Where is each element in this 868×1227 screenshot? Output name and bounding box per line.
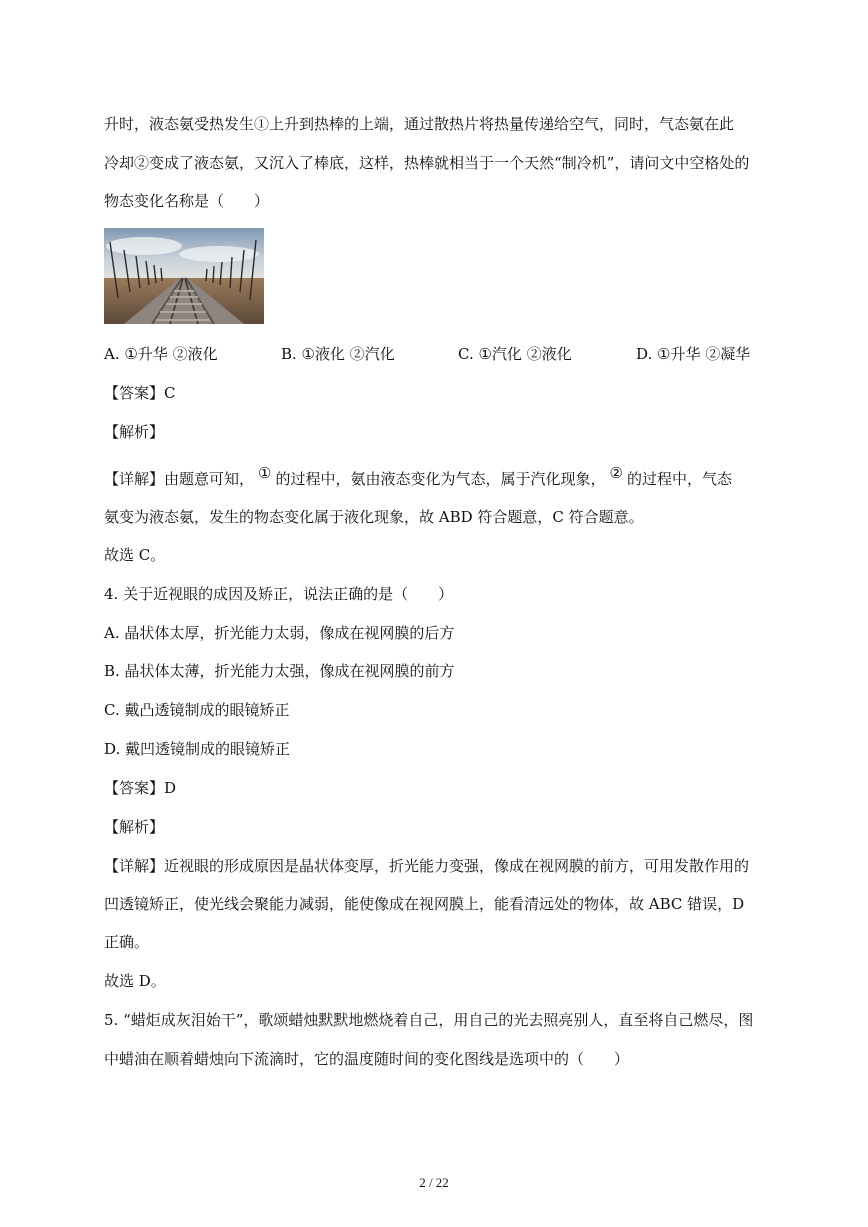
circled-number: ② <box>609 464 623 482</box>
option-d: D. ①升华 ②凝华 <box>636 345 751 363</box>
page-number: 2 / 22 <box>419 1175 449 1190</box>
detail-line-2: 氨变为液态氨，发生的物态变化属于液化现象，故 ABD 符合题意，C 符合题意。 <box>104 508 644 526</box>
question-3-stem-line-3: 物态变化名称是（ ） <box>104 192 270 210</box>
question-5-stem-line-1: 5. “蜡炬成灰泪始干”，歌颂蜡烛默默地燃烧着自己，用自己的光去照亮别人，直至将自己燃尽，图 <box>104 1011 754 1029</box>
q4-option-c: C. 戴凸透镜制成的眼镜矫正 <box>104 701 290 719</box>
q4-conclusion: 故选 D。 <box>104 972 166 990</box>
answer-label: 【答案】C <box>104 384 176 402</box>
q4-option-b: B. 晶状体太薄，折光能力太强，像成在视网膜的前方 <box>104 662 455 680</box>
q4-option-a: A. 晶状体太厚，折光能力太弱，像成在视网膜的后方 <box>104 624 455 642</box>
question-3-stem-line-2: 冷却②变成了液态氨，又沉入了棒底，这样，热棒就相当于一个天然“制冷机”，请问文中空格处的 <box>104 154 750 172</box>
option-b: B. ①液化 ②汽化 <box>281 345 395 363</box>
question-3-stem-line-1: 升时，液态氨受热发生①上升到热棒的上端，通过散热片将热量传递给空气，同时，气态氨在此 <box>104 115 735 133</box>
q4-answer: 【答案】D <box>104 779 177 797</box>
question-5-stem-line-2: 中蜡油在顺着蜡烛向下流滴时，它的温度随时间的变化图线是选项中的（ ） <box>104 1050 630 1068</box>
detail-text: 【详解】由题意可知， <box>104 470 255 488</box>
q4-detail-line-2: 凹透镜矫正，使光线会聚能力减弱，能使像成在视网膜上，能看清远处的物体，故 ABC 错误，D <box>104 895 745 913</box>
option-c: C. ①汽化 ②液化 <box>458 345 572 363</box>
detail-text: 的过程中，气态 <box>626 470 732 488</box>
q4-option-d: D. 戴凹透镜制成的眼镜矫正 <box>104 740 291 758</box>
q4-detail-line-3: 正确。 <box>104 933 150 951</box>
q4-detail-line-1: 【详解】近视眼的形成原因是晶状体变厚，折光能力变强，像成在视网膜的前方，可用发散作用的 <box>104 857 750 875</box>
railway-photo <box>104 228 264 324</box>
analysis-label: 【解析】 <box>104 423 165 441</box>
q4-analysis-label: 【解析】 <box>104 818 165 836</box>
detail-line-1 <box>104 464 732 489</box>
detail-text: 的过程中，氨由液态变化为气态，属于汽化现象， <box>275 470 606 488</box>
option-a: A. ①升华 ②液化 <box>104 345 218 363</box>
question-4-stem: 4. 关于近视眼的成因及矫正，说法正确的是（ ） <box>104 585 454 603</box>
conclusion: 故选 C。 <box>104 546 166 564</box>
circled-number: ① <box>258 464 272 482</box>
